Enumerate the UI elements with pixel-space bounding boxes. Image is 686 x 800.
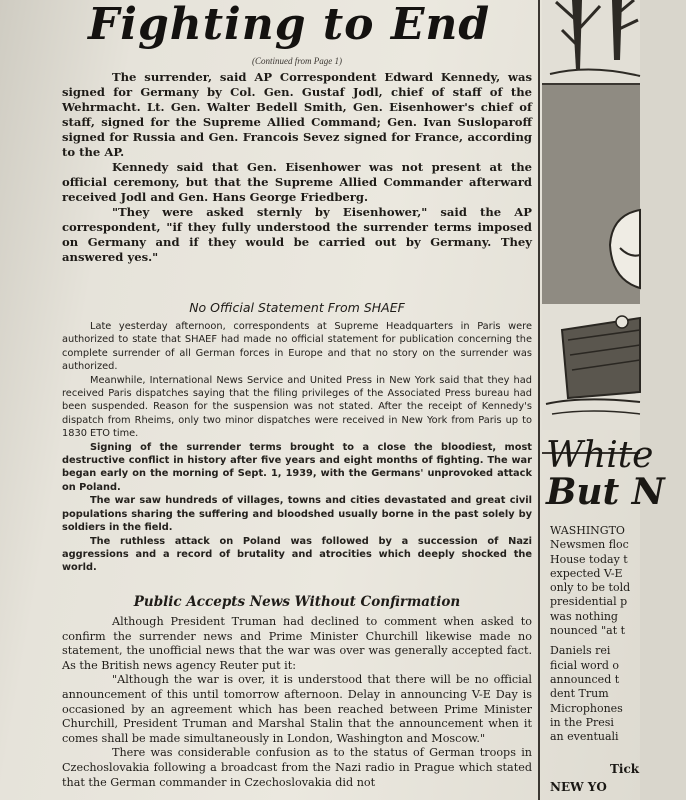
- text-line: in the Presi: [550, 715, 614, 729]
- body-paragraph: Signing of the surrender terms brought to a close the bloodiest, most destructive conflict in history after five years and eight months of fighting. The war began early on the morning of Sept. 1, 1939, with the Germans' unprovoked attack on Poland.: [62, 441, 532, 493]
- adjacent-column: [542, 0, 665, 800]
- body-paragraph: The war saw hundreds of villages, towns and cities devastated and great civil populations sharing the suffering and bloodshed usually borne in the past solely by soldiers in the field.: [62, 495, 532, 534]
- text-line: only to be told: [550, 581, 631, 595]
- body-paragraph: "Although the war is over, it is understood that there will be no official announcement of this until tomorrow afternoon. Delay in announcing V-E Day is occasioned by an agreement which has been reached between Prime Minister Churchill, President Truman and Marshal Stalin that the announcement when it comes shall be made simultaneously in London, Washington and Moscow.": [62, 673, 532, 745]
- text-line: Tick: [610, 762, 640, 776]
- right-headline-line-2: But N: [546, 471, 665, 513]
- text-line: an eventuali: [550, 730, 619, 744]
- text-line: ficial word o: [550, 658, 620, 672]
- text-line: WASHINGTO: [550, 524, 625, 537]
- text-line: House today t: [550, 552, 628, 566]
- body-paragraph: Although President Truman had declined to comment when asked to confirm the surrender news and Prime Minister Churchill likewise made no statement, the unofficial news that the war was over was generally accepted fact. As the British news agency Reuter put it:: [62, 615, 532, 672]
- subhead-shaef: No Official Statement From SHAEF: [189, 300, 405, 315]
- body-paragraph: Late yesterday afternoon, correspondents at Supreme Headquarters in Paris were authorized to state that SHAEF had made no official statement for publication concerning the complete surrender of all German forces in Europe and that no story on the surrender was authorized.: [62, 321, 532, 373]
- article-headline: Fighting to End: [88, 0, 491, 50]
- text-line: dent Trum: [550, 687, 609, 701]
- lead-paragraph: "They were asked sternly by Eisenhower," said the AP correspondent, "if they fully understood the surrender terms imposed on Germany and if they would be carried out by Germany. They answered yes.": [62, 205, 532, 264]
- text-line: announced t: [550, 672, 620, 686]
- right-subsection: [550, 760, 670, 796]
- right-article-body: [550, 524, 670, 744]
- section-shaef: [62, 320, 532, 575]
- text-line: expected V-E: [550, 566, 623, 580]
- section-public-accepts: [62, 615, 532, 790]
- body-paragraph: There was considerable confusion as to the status of German troops in Czechoslovakia following a broadcast from the Nazi radio in Prague which stated that the German commander in Czechoslovakia did not: [62, 746, 532, 789]
- cartoon-illustration: [542, 0, 640, 430]
- lead-paragraph: The surrender, said AP Correspondent Edward Kennedy, was signed for Germany by Col. Gen. Gustaf Jodl, chief of staff of the Wehrmacht. Lt. Gen. Walter Bedell Smith, Gen. Eisenhower's chief of staff, signed for the Supreme Allied Command; Gen. Ivan Susloparoff signed for Russia and Gen. Francois Sevez signed for France, according to the AP.: [62, 70, 532, 159]
- right-headline-line-1: White: [546, 435, 654, 476]
- subhead-public-accepts: Public Accepts News Without Confirmation: [133, 594, 461, 610]
- main-article-column: [62, 0, 532, 800]
- cartoon-drawing: [542, 0, 640, 430]
- body-paragraph: Meanwhile, International News Service and United Press in New York said that they had received Paris dispatches saying that the filing privileges of the Associated Press bureau had been suspended. Reason for the suspension was not stated. After the receipt of Kennedy's dispatch from Rheims, only two minor dispatches were received in New York from Paris up to 1830 ETO time.: [62, 374, 532, 440]
- text-line: presidential p: [550, 595, 628, 609]
- text-line: Newsmen floc: [550, 538, 629, 552]
- text-line: nounced "at t: [550, 624, 626, 638]
- lead-section: [62, 70, 532, 265]
- text-line: NEW YO: [550, 780, 607, 794]
- text-line: Daniels rei: [550, 644, 611, 658]
- text-line: was nothing: [550, 609, 618, 623]
- body-paragraph: The ruthless attack on Poland was followed by a succession of Nazi aggressions and a record of brutality and atrocities which deeply shocked the world.: [62, 535, 532, 574]
- lead-paragraph: Kennedy said that Gen. Eisenhower was not present at the official ceremony, but that the Supreme Allied Commander afterward received Jodl and Gen. Hans George Friedberg.: [62, 160, 532, 204]
- column-divider: [538, 0, 540, 800]
- continued-note: (Continued from Page 1): [252, 56, 342, 66]
- text-line: Microphones: [550, 701, 623, 715]
